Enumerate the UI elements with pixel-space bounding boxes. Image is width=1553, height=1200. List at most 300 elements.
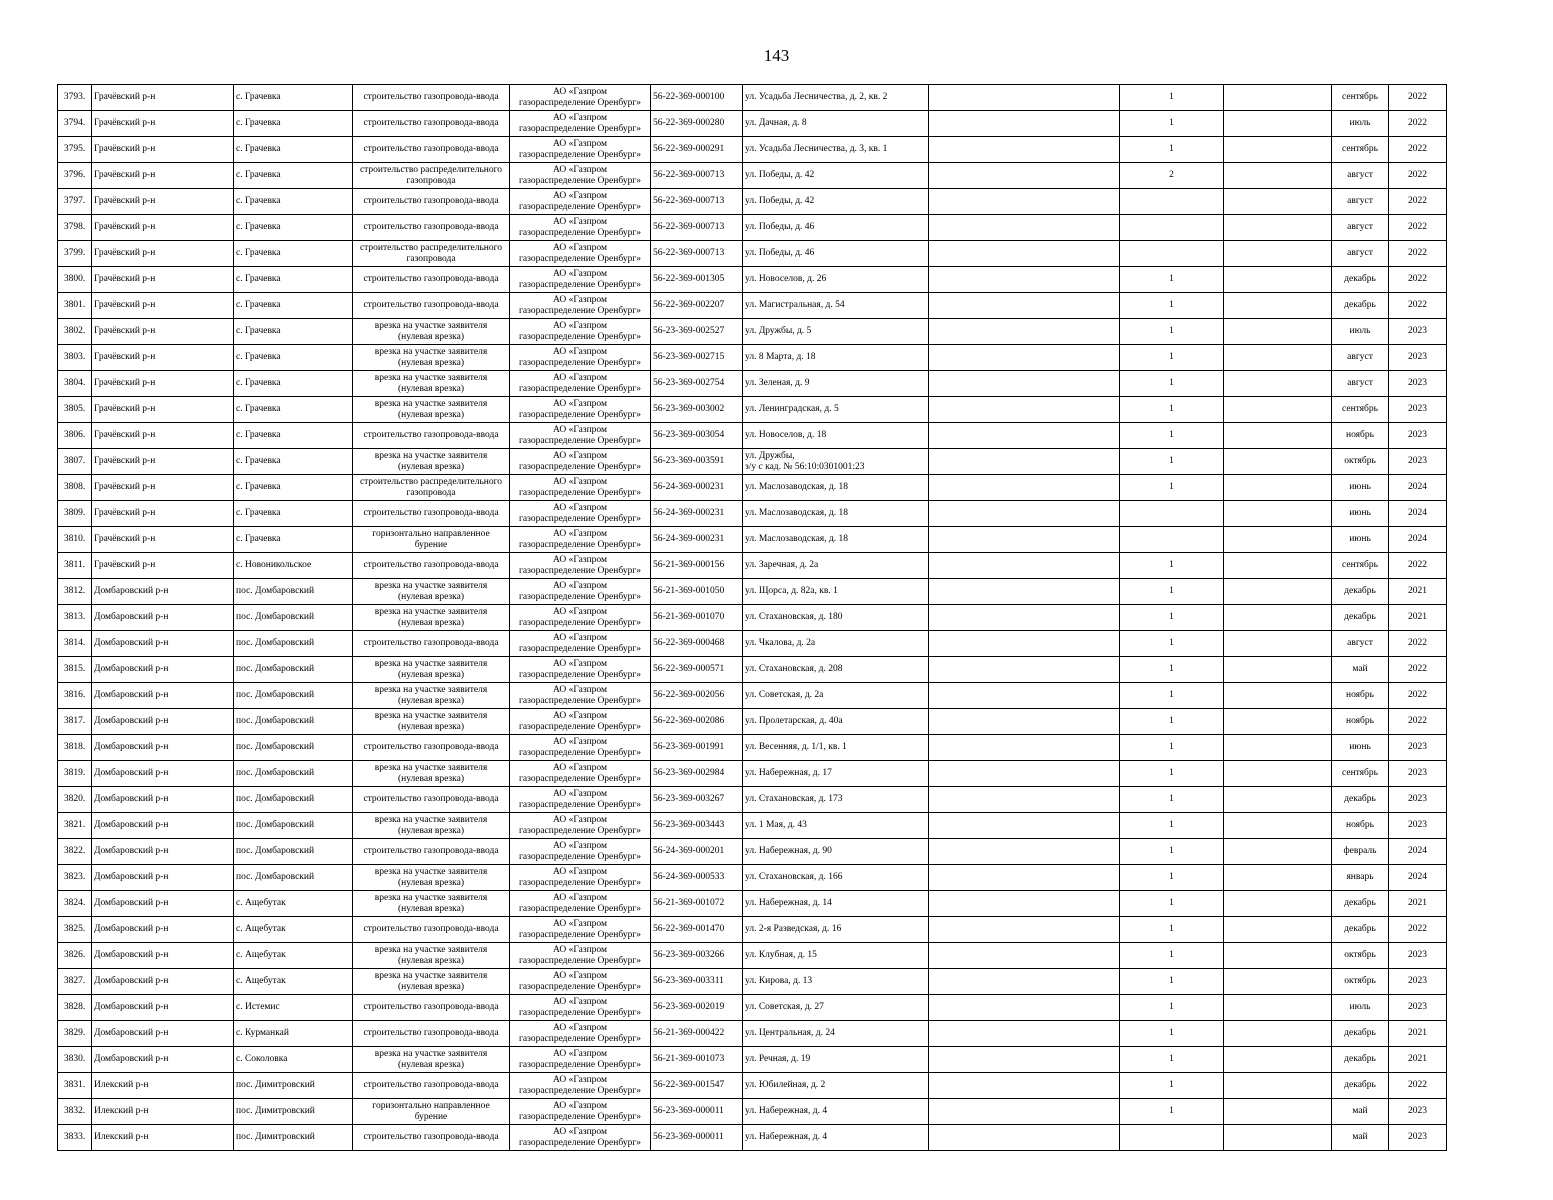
- cell-count: 1: [1120, 735, 1224, 761]
- table-row: [58, 605, 1447, 631]
- cell-settlement: с. Грачевка: [234, 319, 353, 345]
- cell-month: сентябрь: [1332, 761, 1389, 787]
- cell-row-number: 3799.: [58, 241, 92, 267]
- cell-row-number: 3798.: [58, 215, 92, 241]
- cell-organization: АО «Газпром газораспределение Оренбург»: [510, 969, 651, 995]
- cell-row-number: 3805.: [58, 397, 92, 423]
- cell-district: Грачёвский р-н: [92, 423, 234, 449]
- cell-month: май: [1332, 657, 1389, 683]
- cell-year: 2021: [1389, 891, 1447, 917]
- table-row: [58, 631, 1447, 657]
- cell-count: 1: [1120, 553, 1224, 579]
- cell-work-type: строительство газопровода-ввода: [353, 293, 510, 319]
- cell-count: 1: [1120, 1047, 1224, 1073]
- cell-settlement: с. Грачевка: [234, 267, 353, 293]
- cell-district: Грачёвский р-н: [92, 241, 234, 267]
- cell-empty-column-2: [1224, 787, 1332, 813]
- cell-address: ул. Новоселов, д. 18: [743, 423, 929, 449]
- cell-year: 2023: [1389, 1125, 1447, 1151]
- cell-empty-column-2: [1224, 865, 1332, 891]
- cell-application-number: 56-23-369-002715: [651, 345, 743, 371]
- cell-empty-column-2: [1224, 215, 1332, 241]
- cell-row-number: 3815.: [58, 657, 92, 683]
- cell-organization: АО «Газпром газораспределение Оренбург»: [510, 85, 651, 111]
- cell-year: 2023: [1389, 735, 1447, 761]
- cell-application-number: 56-24-369-000231: [651, 527, 743, 553]
- table-row: [58, 527, 1447, 553]
- cell-row-number: 3810.: [58, 527, 92, 553]
- cell-year: 2022: [1389, 631, 1447, 657]
- cell-year: 2023: [1389, 397, 1447, 423]
- cell-row-number: 3831.: [58, 1073, 92, 1099]
- cell-row-number: 3824.: [58, 891, 92, 917]
- cell-row-number: 3823.: [58, 865, 92, 891]
- cell-application-number: 56-22-369-000713: [651, 215, 743, 241]
- cell-district: Домбаровский р-н: [92, 761, 234, 787]
- cell-empty-column: [929, 215, 1120, 241]
- cell-month: июнь: [1332, 527, 1389, 553]
- cell-row-number: 3796.: [58, 163, 92, 189]
- cell-application-number: 56-23-369-002754: [651, 371, 743, 397]
- cell-empty-column: [929, 345, 1120, 371]
- cell-settlement: пос. Домбаровский: [234, 657, 353, 683]
- cell-year: 2023: [1389, 371, 1447, 397]
- table-row: [58, 787, 1447, 813]
- cell-address: ул. Стахановская, д. 180: [743, 605, 929, 631]
- cell-row-number: 3804.: [58, 371, 92, 397]
- cell-address: ул. Победы, д. 42: [743, 163, 929, 189]
- cell-address: ул. Магистральная, д. 54: [743, 293, 929, 319]
- cell-empty-column-2: [1224, 839, 1332, 865]
- cell-count: 1: [1120, 839, 1224, 865]
- cell-address: ул. Дружбы, з/у с кад. № 56:10:0301001:23: [743, 449, 929, 475]
- cell-work-type: врезка на участке заявителя (нулевая врезка): [353, 865, 510, 891]
- cell-organization: АО «Газпром газораспределение Оренбург»: [510, 293, 651, 319]
- cell-work-type: строительство распределительного газопровода: [353, 475, 510, 501]
- cell-year: 2022: [1389, 657, 1447, 683]
- cell-month: декабрь: [1332, 1073, 1389, 1099]
- cell-work-type: строительство газопровода-ввода: [353, 267, 510, 293]
- cell-month: август: [1332, 345, 1389, 371]
- cell-count: 1: [1120, 423, 1224, 449]
- cell-settlement: с. Грачевка: [234, 189, 353, 215]
- cell-settlement: пос. Домбаровский: [234, 813, 353, 839]
- cell-district: Домбаровский р-н: [92, 839, 234, 865]
- cell-empty-column: [929, 241, 1120, 267]
- cell-month: август: [1332, 241, 1389, 267]
- cell-work-type: врезка на участке заявителя (нулевая врезка): [353, 813, 510, 839]
- cell-application-number: 56-24-369-000533: [651, 865, 743, 891]
- cell-organization: АО «Газпром газораспределение Оренбург»: [510, 579, 651, 605]
- cell-application-number: 56-24-369-000201: [651, 839, 743, 865]
- cell-settlement: пос. Домбаровский: [234, 605, 353, 631]
- cell-district: Домбаровский р-н: [92, 1021, 234, 1047]
- cell-address: ул. Дружбы, д. 5: [743, 319, 929, 345]
- cell-organization: АО «Газпром газораспределение Оренбург»: [510, 527, 651, 553]
- cell-month: май: [1332, 1125, 1389, 1151]
- table-row: [58, 397, 1447, 423]
- cell-application-number: 56-22-369-002207: [651, 293, 743, 319]
- cell-work-type: врезка на участке заявителя (нулевая врезка): [353, 397, 510, 423]
- cell-organization: АО «Газпром газораспределение Оренбург»: [510, 215, 651, 241]
- cell-month: май: [1332, 1099, 1389, 1125]
- cell-empty-column: [929, 787, 1120, 813]
- cell-address: ул. Дачная, д. 8: [743, 111, 929, 137]
- cell-month: август: [1332, 215, 1389, 241]
- cell-organization: АО «Газпром газораспределение Оренбург»: [510, 371, 651, 397]
- cell-year: 2021: [1389, 1047, 1447, 1073]
- table-row: [58, 943, 1447, 969]
- cell-application-number: 56-23-369-003266: [651, 943, 743, 969]
- cell-count: 1: [1120, 969, 1224, 995]
- cell-settlement: с. Грачевка: [234, 527, 353, 553]
- cell-settlement: с. Грачевка: [234, 241, 353, 267]
- cell-count: [1120, 215, 1224, 241]
- cell-district: Домбаровский р-н: [92, 1047, 234, 1073]
- cell-settlement: с. Грачевка: [234, 215, 353, 241]
- cell-district: Домбаровский р-н: [92, 891, 234, 917]
- cell-settlement: с. Грачевка: [234, 345, 353, 371]
- cell-settlement: с. Грачевка: [234, 85, 353, 111]
- cell-address: ул. Речная, д. 19: [743, 1047, 929, 1073]
- cell-application-number: 56-23-369-000011: [651, 1125, 743, 1151]
- cell-application-number: 56-21-369-000422: [651, 1021, 743, 1047]
- cell-address: ул. Кирова, д. 13: [743, 969, 929, 995]
- cell-year: 2021: [1389, 605, 1447, 631]
- table-row: [58, 553, 1447, 579]
- cell-year: 2021: [1389, 1021, 1447, 1047]
- cell-empty-column: [929, 293, 1120, 319]
- cell-year: 2022: [1389, 189, 1447, 215]
- cell-application-number: 56-22-369-000571: [651, 657, 743, 683]
- table-row: [58, 995, 1447, 1021]
- cell-year: 2022: [1389, 163, 1447, 189]
- cell-row-number: 3826.: [58, 943, 92, 969]
- cell-organization: АО «Газпром газораспределение Оренбург»: [510, 631, 651, 657]
- cell-empty-column-2: [1224, 189, 1332, 215]
- cell-month: июнь: [1332, 735, 1389, 761]
- table-row: [58, 891, 1447, 917]
- cell-work-type: врезка на участке заявителя (нулевая врезка): [353, 579, 510, 605]
- cell-organization: АО «Газпром газораспределение Оренбург»: [510, 683, 651, 709]
- cell-row-number: 3813.: [58, 605, 92, 631]
- cell-district: Грачёвский р-н: [92, 475, 234, 501]
- cell-row-number: 3811.: [58, 553, 92, 579]
- cell-address: ул. Советская, д. 27: [743, 995, 929, 1021]
- cell-count: 1: [1120, 709, 1224, 735]
- cell-address: ул. Новоселов, д. 26: [743, 267, 929, 293]
- cell-row-number: 3800.: [58, 267, 92, 293]
- table-row: [58, 85, 1447, 111]
- cell-year: 2022: [1389, 267, 1447, 293]
- cell-empty-column-2: [1224, 163, 1332, 189]
- table-row: [58, 865, 1447, 891]
- cell-empty-column-2: [1224, 501, 1332, 527]
- cell-settlement: с. Новоникольское: [234, 553, 353, 579]
- cell-district: Домбаровский р-н: [92, 735, 234, 761]
- cell-address: ул. Маслозаводская, д. 18: [743, 475, 929, 501]
- cell-address: ул. Набережная, д. 4: [743, 1125, 929, 1151]
- table-row: [58, 345, 1447, 371]
- table-row: [58, 1073, 1447, 1099]
- cell-empty-column: [929, 995, 1120, 1021]
- cell-district: Грачёвский р-н: [92, 293, 234, 319]
- cell-work-type: строительство газопровода-ввода: [353, 501, 510, 527]
- cell-organization: АО «Газпром газораспределение Оренбург»: [510, 553, 651, 579]
- cell-address: ул. Пролетарская, д. 40а: [743, 709, 929, 735]
- cell-month: октябрь: [1332, 969, 1389, 995]
- table-row: [58, 215, 1447, 241]
- cell-organization: АО «Газпром газораспределение Оренбург»: [510, 1125, 651, 1151]
- cell-application-number: 56-23-369-002019: [651, 995, 743, 1021]
- cell-year: 2022: [1389, 215, 1447, 241]
- cell-application-number: 56-24-369-000231: [651, 501, 743, 527]
- cell-work-type: врезка на участке заявителя (нулевая врезка): [353, 891, 510, 917]
- cell-empty-column: [929, 527, 1120, 553]
- cell-month: декабрь: [1332, 293, 1389, 319]
- cell-work-type: строительство газопровода-ввода: [353, 1073, 510, 1099]
- cell-year: 2022: [1389, 241, 1447, 267]
- cell-count: 1: [1120, 657, 1224, 683]
- cell-settlement: с. Курманкай: [234, 1021, 353, 1047]
- table-row: [58, 1047, 1447, 1073]
- cell-organization: АО «Газпром газораспределение Оренбург»: [510, 163, 651, 189]
- cell-district: Грачёвский р-н: [92, 449, 234, 475]
- cell-district: Домбаровский р-н: [92, 813, 234, 839]
- cell-row-number: 3795.: [58, 137, 92, 163]
- cell-empty-column: [929, 1099, 1120, 1125]
- cell-address: ул. Щорса, д. 82а, кв. 1: [743, 579, 929, 605]
- cell-organization: АО «Газпром газораспределение Оренбург»: [510, 267, 651, 293]
- cell-row-number: 3821.: [58, 813, 92, 839]
- cell-empty-column: [929, 163, 1120, 189]
- table-row: [58, 735, 1447, 761]
- cell-empty-column-2: [1224, 397, 1332, 423]
- cell-count: 2: [1120, 163, 1224, 189]
- cell-application-number: 56-23-369-002984: [651, 761, 743, 787]
- cell-month: декабрь: [1332, 1021, 1389, 1047]
- cell-count: 1: [1120, 319, 1224, 345]
- cell-work-type: врезка на участке заявителя (нулевая врезка): [353, 943, 510, 969]
- cell-year: 2022: [1389, 85, 1447, 111]
- cell-count: [1120, 527, 1224, 553]
- cell-empty-column-2: [1224, 137, 1332, 163]
- table-row: [58, 1125, 1447, 1151]
- cell-organization: АО «Газпром газораспределение Оренбург»: [510, 605, 651, 631]
- cell-application-number: 56-22-369-000713: [651, 163, 743, 189]
- cell-count: 1: [1120, 267, 1224, 293]
- cell-application-number: 56-22-369-000100: [651, 85, 743, 111]
- cell-empty-column: [929, 969, 1120, 995]
- cell-settlement: с. Грачевка: [234, 475, 353, 501]
- cell-district: Грачёвский р-н: [92, 111, 234, 137]
- cell-district: Илекский р-н: [92, 1125, 234, 1151]
- cell-empty-column: [929, 397, 1120, 423]
- cell-empty-column: [929, 943, 1120, 969]
- cell-month: ноябрь: [1332, 423, 1389, 449]
- cell-organization: АО «Газпром газораспределение Оренбург»: [510, 761, 651, 787]
- cell-address: ул. Заречная, д. 2а: [743, 553, 929, 579]
- cell-address: ул. Зеленая, д. 9: [743, 371, 929, 397]
- cell-settlement: с. Грачевка: [234, 449, 353, 475]
- cell-address: ул. Усадьба Лесничества, д. 2, кв. 2: [743, 85, 929, 111]
- cell-year: 2023: [1389, 813, 1447, 839]
- cell-month: ноябрь: [1332, 813, 1389, 839]
- cell-district: Домбаровский р-н: [92, 995, 234, 1021]
- cell-organization: АО «Газпром газораспределение Оренбург»: [510, 449, 651, 475]
- cell-empty-column: [929, 553, 1120, 579]
- cell-empty-column-2: [1224, 371, 1332, 397]
- cell-count: [1120, 501, 1224, 527]
- cell-settlement: с. Соколовка: [234, 1047, 353, 1073]
- cell-organization: АО «Газпром газораспределение Оренбург»: [510, 1099, 651, 1125]
- cell-work-type: строительство газопровода-ввода: [353, 995, 510, 1021]
- cell-count: [1120, 1125, 1224, 1151]
- cell-count: 1: [1120, 631, 1224, 657]
- cell-settlement: пос. Домбаровский: [234, 735, 353, 761]
- cell-empty-column: [929, 1125, 1120, 1151]
- cell-empty-column-2: [1224, 579, 1332, 605]
- cell-row-number: 3822.: [58, 839, 92, 865]
- cell-empty-column: [929, 475, 1120, 501]
- cell-year: 2022: [1389, 111, 1447, 137]
- cell-organization: АО «Газпром газораспределение Оренбург»: [510, 735, 651, 761]
- cell-empty-column-2: [1224, 605, 1332, 631]
- cell-empty-column-2: [1224, 969, 1332, 995]
- cell-row-number: 3833.: [58, 1125, 92, 1151]
- cell-work-type: врезка на участке заявителя (нулевая врезка): [353, 657, 510, 683]
- cell-year: 2023: [1389, 423, 1447, 449]
- cell-application-number: 56-23-369-003002: [651, 397, 743, 423]
- cell-month: сентябрь: [1332, 553, 1389, 579]
- cell-address: ул. Маслозаводская, д. 18: [743, 501, 929, 527]
- cell-organization: АО «Газпром газораспределение Оренбург»: [510, 501, 651, 527]
- cell-row-number: 3828.: [58, 995, 92, 1021]
- cell-count: 1: [1120, 605, 1224, 631]
- cell-month: июнь: [1332, 475, 1389, 501]
- cell-address: ул. Набережная, д. 14: [743, 891, 929, 917]
- table-row: [58, 579, 1447, 605]
- cell-month: август: [1332, 163, 1389, 189]
- cell-empty-column-2: [1224, 475, 1332, 501]
- cell-count: 1: [1120, 579, 1224, 605]
- cell-month: декабрь: [1332, 787, 1389, 813]
- cell-settlement: пос. Домбаровский: [234, 787, 353, 813]
- cell-empty-column-2: [1224, 527, 1332, 553]
- cell-organization: АО «Газпром газораспределение Оренбург»: [510, 423, 651, 449]
- cell-work-type: строительство газопровода-ввода: [353, 553, 510, 579]
- cell-settlement: пос. Домбаровский: [234, 865, 353, 891]
- table-row: [58, 371, 1447, 397]
- cell-address: ул. Юбилейная, д. 2: [743, 1073, 929, 1099]
- cell-organization: АО «Газпром газораспределение Оренбург»: [510, 813, 651, 839]
- table-row: [58, 475, 1447, 501]
- cell-year: 2022: [1389, 683, 1447, 709]
- cell-empty-column: [929, 501, 1120, 527]
- cell-empty-column-2: [1224, 657, 1332, 683]
- cell-settlement: с. Ащебутак: [234, 891, 353, 917]
- cell-count: 1: [1120, 293, 1224, 319]
- cell-empty-column: [929, 111, 1120, 137]
- cell-application-number: 56-22-369-001470: [651, 917, 743, 943]
- cell-empty-column-2: [1224, 735, 1332, 761]
- cell-count: [1120, 241, 1224, 267]
- cell-settlement: пос. Домбаровский: [234, 579, 353, 605]
- cell-empty-column-2: [1224, 917, 1332, 943]
- cell-district: Илекский р-н: [92, 1073, 234, 1099]
- cell-address: ул. Победы, д. 46: [743, 241, 929, 267]
- cell-application-number: 56-22-369-000280: [651, 111, 743, 137]
- cell-month: январь: [1332, 865, 1389, 891]
- cell-empty-column-2: [1224, 423, 1332, 449]
- cell-empty-column-2: [1224, 631, 1332, 657]
- cell-settlement: с. Грачевка: [234, 423, 353, 449]
- table-row: [58, 657, 1447, 683]
- cell-district: Грачёвский р-н: [92, 397, 234, 423]
- table-row: [58, 501, 1447, 527]
- cell-work-type: горизонтально направленное бурение: [353, 1099, 510, 1125]
- cell-year: 2022: [1389, 553, 1447, 579]
- cell-count: 1: [1120, 397, 1224, 423]
- cell-work-type: врезка на участке заявителя (нулевая врезка): [353, 345, 510, 371]
- cell-application-number: 56-23-369-003054: [651, 423, 743, 449]
- cell-district: Домбаровский р-н: [92, 943, 234, 969]
- cell-settlement: пос. Димитровский: [234, 1099, 353, 1125]
- cell-application-number: 56-22-369-001305: [651, 267, 743, 293]
- cell-district: Домбаровский р-н: [92, 865, 234, 891]
- cell-settlement: пос. Домбаровский: [234, 683, 353, 709]
- cell-year: 2021: [1389, 579, 1447, 605]
- cell-work-type: врезка на участке заявителя (нулевая врезка): [353, 605, 510, 631]
- cell-empty-column: [929, 423, 1120, 449]
- cell-organization: АО «Газпром газораспределение Оренбург»: [510, 839, 651, 865]
- cell-work-type: строительство газопровода-ввода: [353, 423, 510, 449]
- cell-empty-column-2: [1224, 553, 1332, 579]
- cell-month: июль: [1332, 111, 1389, 137]
- cell-month: август: [1332, 371, 1389, 397]
- table-row: [58, 163, 1447, 189]
- cell-application-number: 56-23-369-001991: [651, 735, 743, 761]
- cell-address: ул. Стахановская, д. 173: [743, 787, 929, 813]
- cell-organization: АО «Газпром газораспределение Оренбург»: [510, 319, 651, 345]
- cell-organization: АО «Газпром газораспределение Оренбург»: [510, 891, 651, 917]
- cell-empty-column: [929, 1021, 1120, 1047]
- cell-district: Грачёвский р-н: [92, 215, 234, 241]
- cell-district: Грачёвский р-н: [92, 319, 234, 345]
- cell-application-number: 56-22-369-000713: [651, 189, 743, 215]
- cell-empty-column: [929, 813, 1120, 839]
- cell-count: 1: [1120, 917, 1224, 943]
- cell-empty-column-2: [1224, 1073, 1332, 1099]
- cell-work-type: строительство распределительного газопровода: [353, 163, 510, 189]
- cell-row-number: 3808.: [58, 475, 92, 501]
- cell-year: 2023: [1389, 319, 1447, 345]
- cell-row-number: 3803.: [58, 345, 92, 371]
- cell-empty-column: [929, 579, 1120, 605]
- cell-row-number: 3829.: [58, 1021, 92, 1047]
- cell-application-number: 56-23-369-002527: [651, 319, 743, 345]
- cell-empty-column-2: [1224, 943, 1332, 969]
- cell-year: 2024: [1389, 475, 1447, 501]
- cell-district: Домбаровский р-н: [92, 787, 234, 813]
- cell-settlement: с. Истемис: [234, 995, 353, 1021]
- cell-year: 2023: [1389, 969, 1447, 995]
- cell-district: Домбаровский р-н: [92, 709, 234, 735]
- cell-empty-column-2: [1224, 1099, 1332, 1125]
- table-row: [58, 969, 1447, 995]
- cell-district: Грачёвский р-н: [92, 85, 234, 111]
- cell-work-type: врезка на участке заявителя (нулевая врезка): [353, 709, 510, 735]
